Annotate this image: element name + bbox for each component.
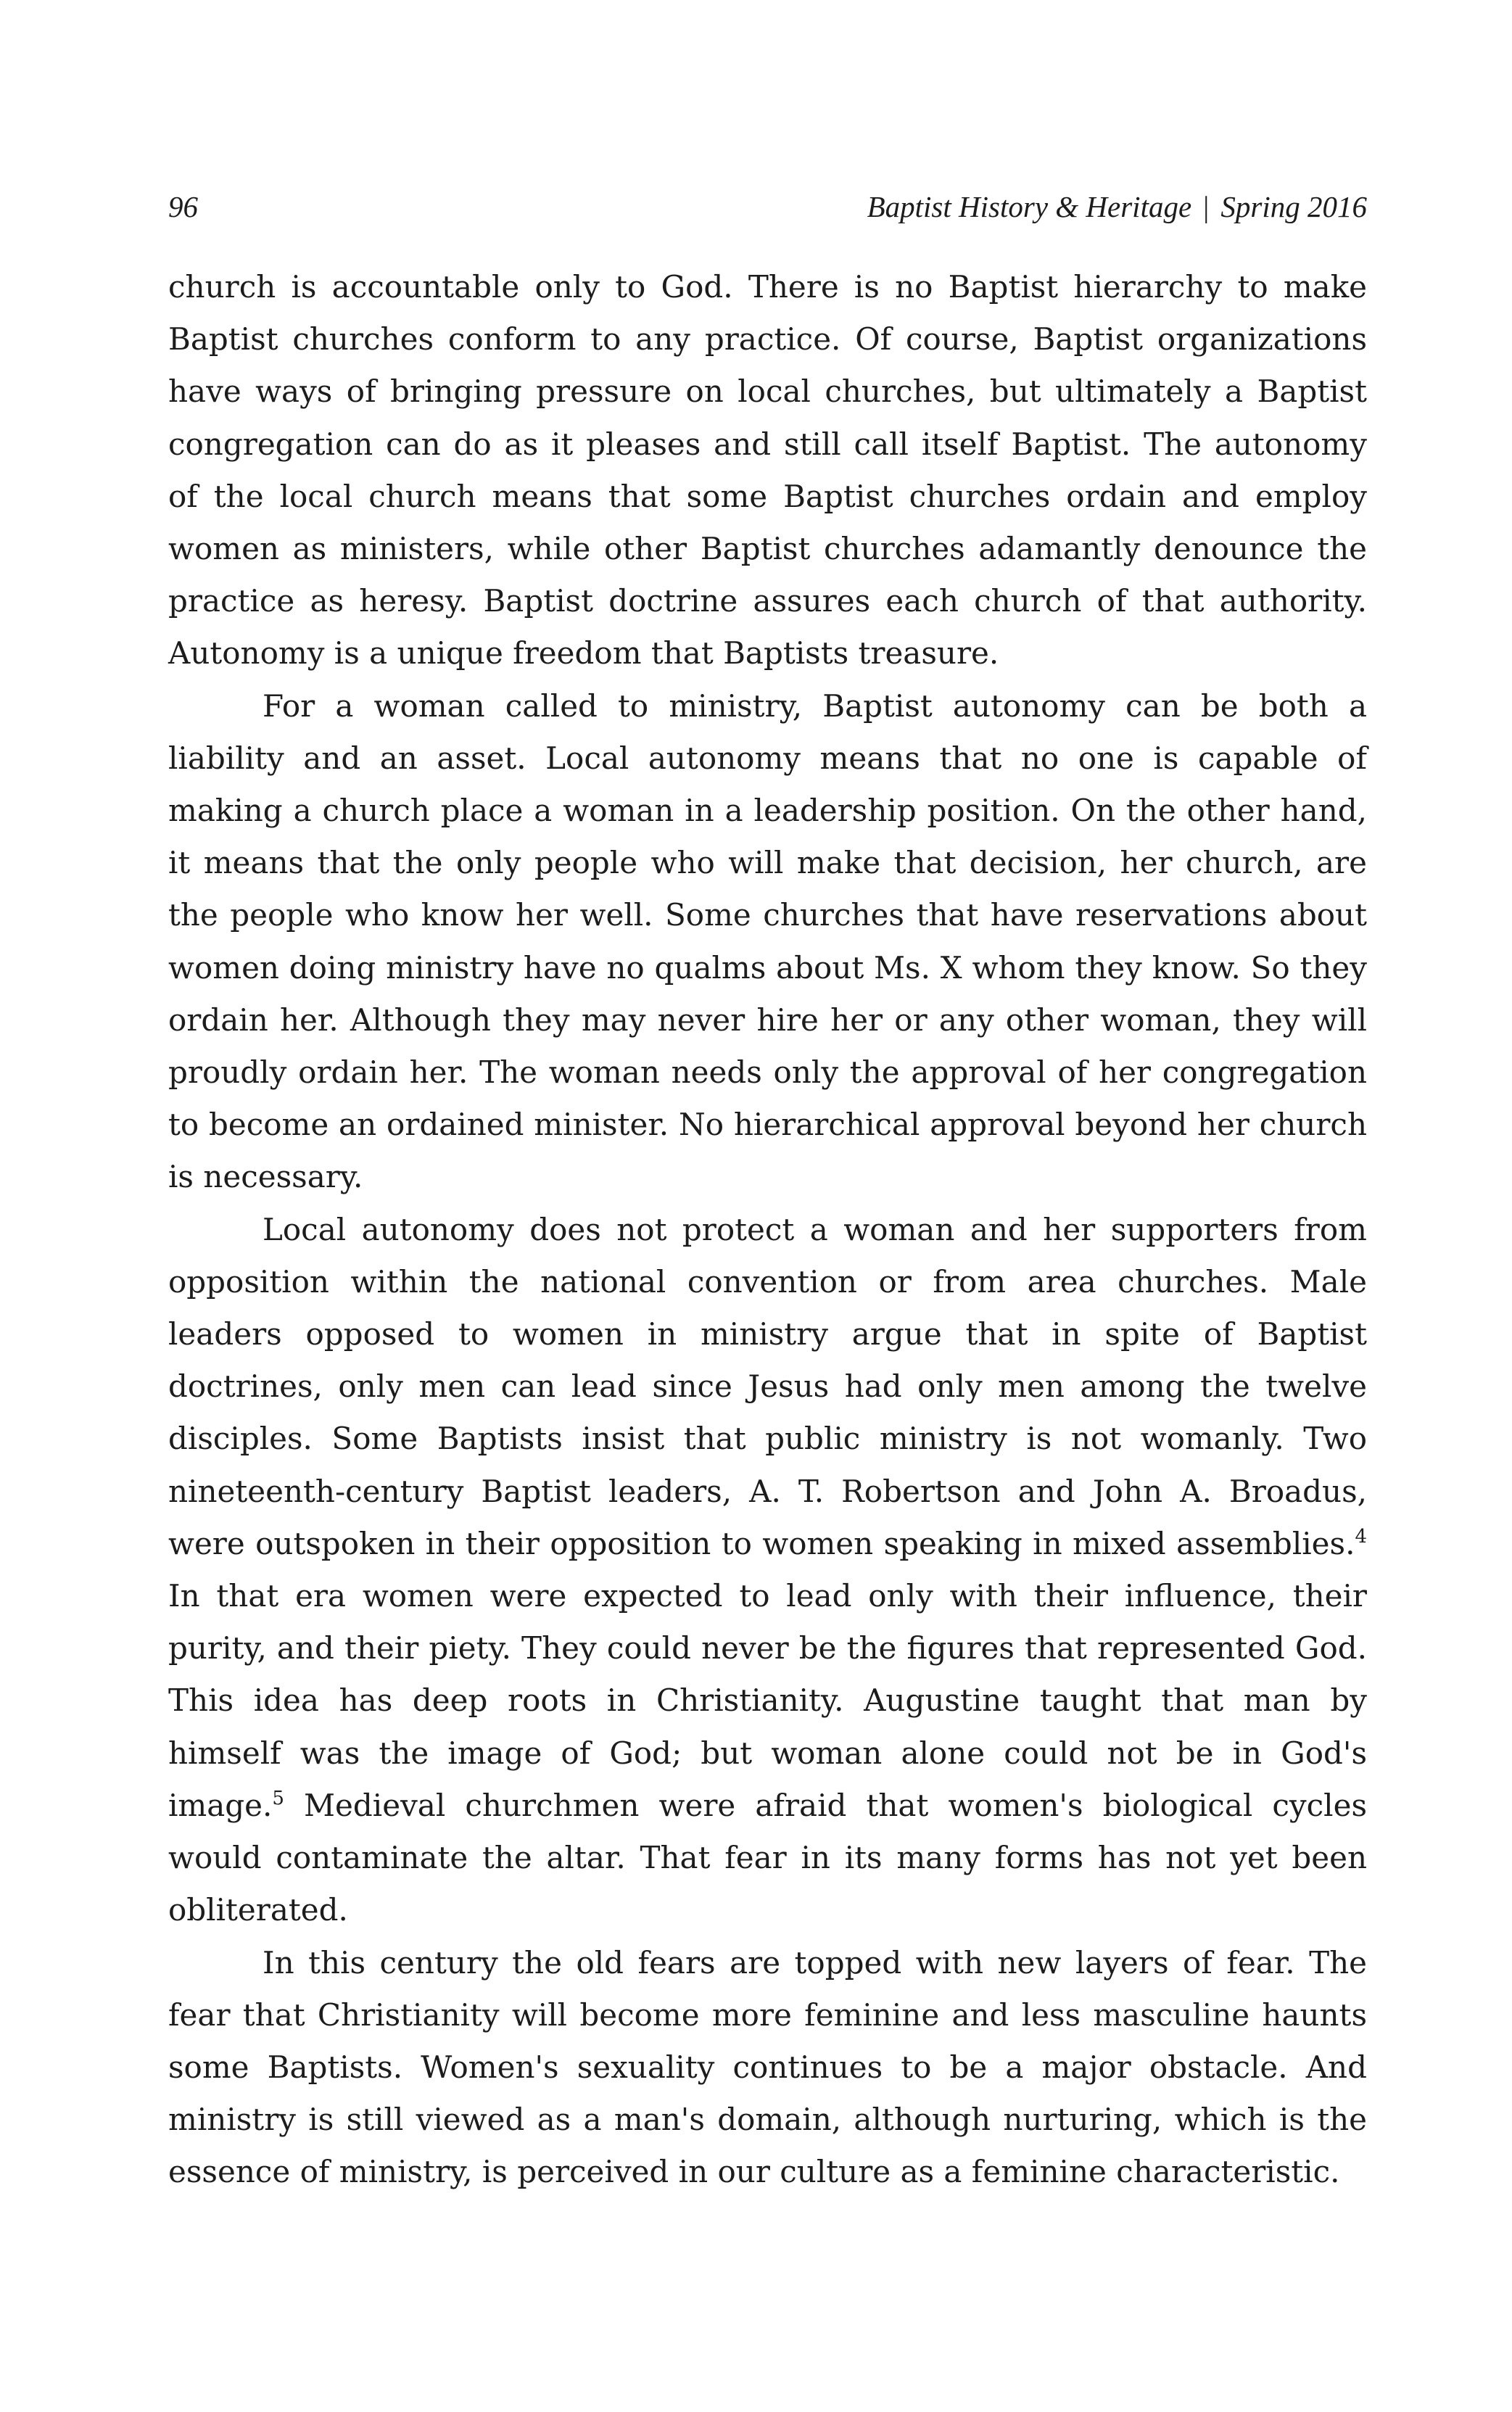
running-head xyxy=(867,181,1367,232)
paragraph-3-part-2: In that era women were expected to lead only with their influence, their purity, and their piety. They could never be the figures that represented God. This idea has deep roots in Christianity. Augustine taught that man by himself was the image of God; but woman alone could not be in God's image. xyxy=(168,1578,1367,1823)
paragraph-4: In this century the old fears are topped with new layers of fear. The fear that Christianity will become more feminine and less masculine haunts some Baptists. Women's sexuality continues to be a major obstacle. And ministry is still viewed as a man's domain, although nurturing, which is the essence of ministry, is perceived in our culture as a feminine characteristic. xyxy=(168,1944,1367,2190)
running-header xyxy=(168,181,1367,232)
page-number: 96 xyxy=(168,190,198,223)
paragraph-2: For a woman called to ministry, Baptist autonomy can be both a liability and an asset. Local autonomy means that no one is capable of making a church place a woman in a leadership position. On the other hand, it means that the only people who will make that decision, her church, are the people who know her well. Some churches that have reservations about women doing ministry have no qualms about Ms. X whom they know. So they ordain her. Although they may never hire her or any other woman, they will proudly ordain her. The woman needs only the approval of her congregation to become an ordained minister. No hierarchical approval beyond her church is necessary. xyxy=(168,687,1367,1195)
issue-label: Spring 2016 xyxy=(1220,190,1367,223)
paragraph-3 xyxy=(168,1204,1367,1937)
header-separator: | xyxy=(1203,190,1210,223)
body-text xyxy=(168,261,1367,2199)
paragraph-1: church is accountable only to God. There is no Baptist hierarchy to make Baptist churches conform to any practice. Of course, Baptist organizations have ways of bringing pressure on local churches, but ultimately a Baptist congregation can do as it pleases and still call itself Baptist. The autonomy of the local church means that some Baptist churches ordain and employ women as ministers, while other Baptist churches adamantly denounce the practice as heresy. Baptist doctrine assures each church of that authority. Autonomy is a unique freedom that Baptists treasure. xyxy=(168,269,1367,672)
footnote-ref-5[interactable]: 5 xyxy=(272,1787,284,1809)
journal-title: Baptist History & Heritage xyxy=(867,190,1192,223)
footnote-ref-4[interactable]: 4 xyxy=(1355,1525,1367,1548)
paragraph-3-part-3: Medieval churchmen were afraid that women's biological cycles would contaminate the altar. That fear in its many forms has not yet been obliterated. xyxy=(168,1787,1367,1928)
paragraph-3-part-1: Local autonomy does not protect a woman and her supporters from opposition within the national convention or from area churches. Male leaders opposed to women in ministry argue that in spite of Baptist doctrines, only men can lead since Jesus had only men among the twelve disciples. Some Baptists insist that public ministry is not womanly. Two nineteenth-century Baptist leaders, A. T. Robertson and John A. Broadus, were outspoken in their opposition to women speaking in mixed assemblies. xyxy=(168,1211,1367,1561)
